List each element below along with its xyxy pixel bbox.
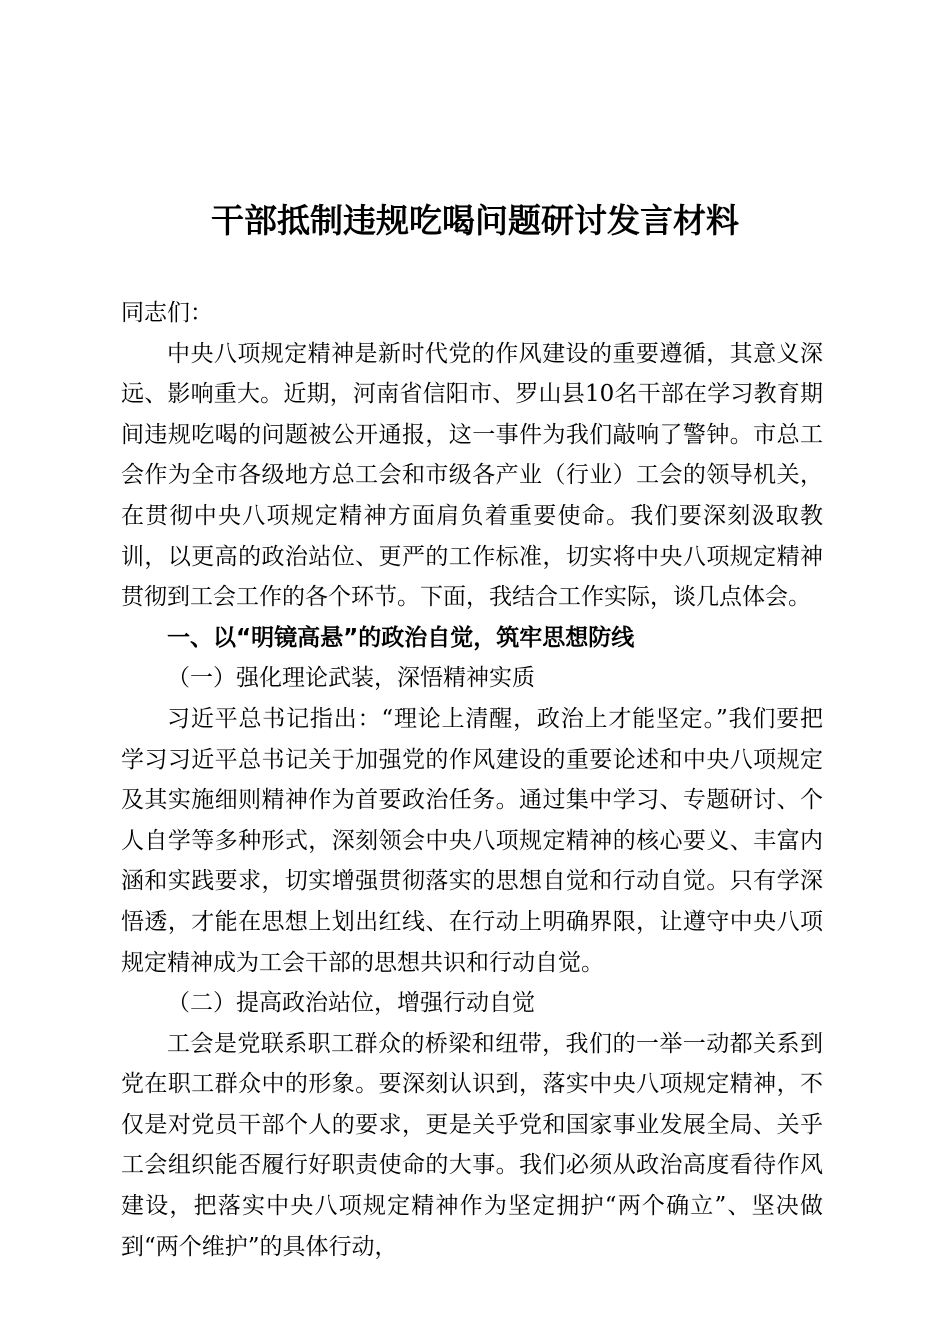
document-body	[121, 293, 823, 1267]
subsection-1-paragraph: 习近平总书记指出：“理论上清醒，政治上才能坚定。”我们要把学习习近平总书记关于加强党的作风建设的重要论述和中央八项规定及其实施细则精神作为首要政治任务。通过集中学习、专题研讨、个人自学等多种形式，深刻领会中央八项规定精神的核心要义、丰富内涵和实践要求，切实增强贯彻落实的思想自觉和行动自觉。只有学深悟透，才能在思想上划出红线、在行动上明确界限，让遵守中央八项规定精神成为工会干部的思想共识和行动自觉。	[121, 705, 823, 976]
subsection-2-paragraph: 工会是党联系职工群众的桥梁和纽带，我们的一举一动都关系到党在职工群众中的形象。要深刻认识到，落实中央八项规定精神，不仅是对党员干部个人的要求，更是关乎党和国家事业发展全局、关乎工会组织能否履行好职责使命的大事。我们必须从政治高度看待作风建设，把落实中央八项规定精神作为坚定拥护“两个确立”、坚决做到“两个维护”的具体行动，	[121, 1030, 823, 1260]
salutation: 同志们：	[121, 300, 213, 326]
section-1-heading: 一、以“明镜高悬”的政治自觉，筑牢思想防线	[167, 624, 635, 651]
subsection-1-heading: （一）强化理论武装，深悟精神实质	[167, 665, 535, 692]
subsection-2-heading: （二）提高政治站位，增强行动自觉	[167, 990, 535, 1017]
intro-paragraph: 中央八项规定精神是新时代党的作风建设的重要遵循，其意义深远、影响重大。近期，河南省信阳市、罗山县10名干部在学习教育期间违规吃喝的问题被公开通报，这一事件为我们敲响了警钟。市总工会作为全市各级地方总工会和市级各产业（行业）工会的领导机关，在贯彻中央八项规定精神方面肩负着重要使命。我们要深刻汲取教训，以更高的政治站位、更严的工作标准，切实将中央八项规定精神贯彻到工会工作的各个环节。下面，我结合工作实际，谈几点体会。	[121, 340, 823, 611]
document-title: 干部抵制违规吃喝问题研讨发言材料	[211, 201, 739, 240]
